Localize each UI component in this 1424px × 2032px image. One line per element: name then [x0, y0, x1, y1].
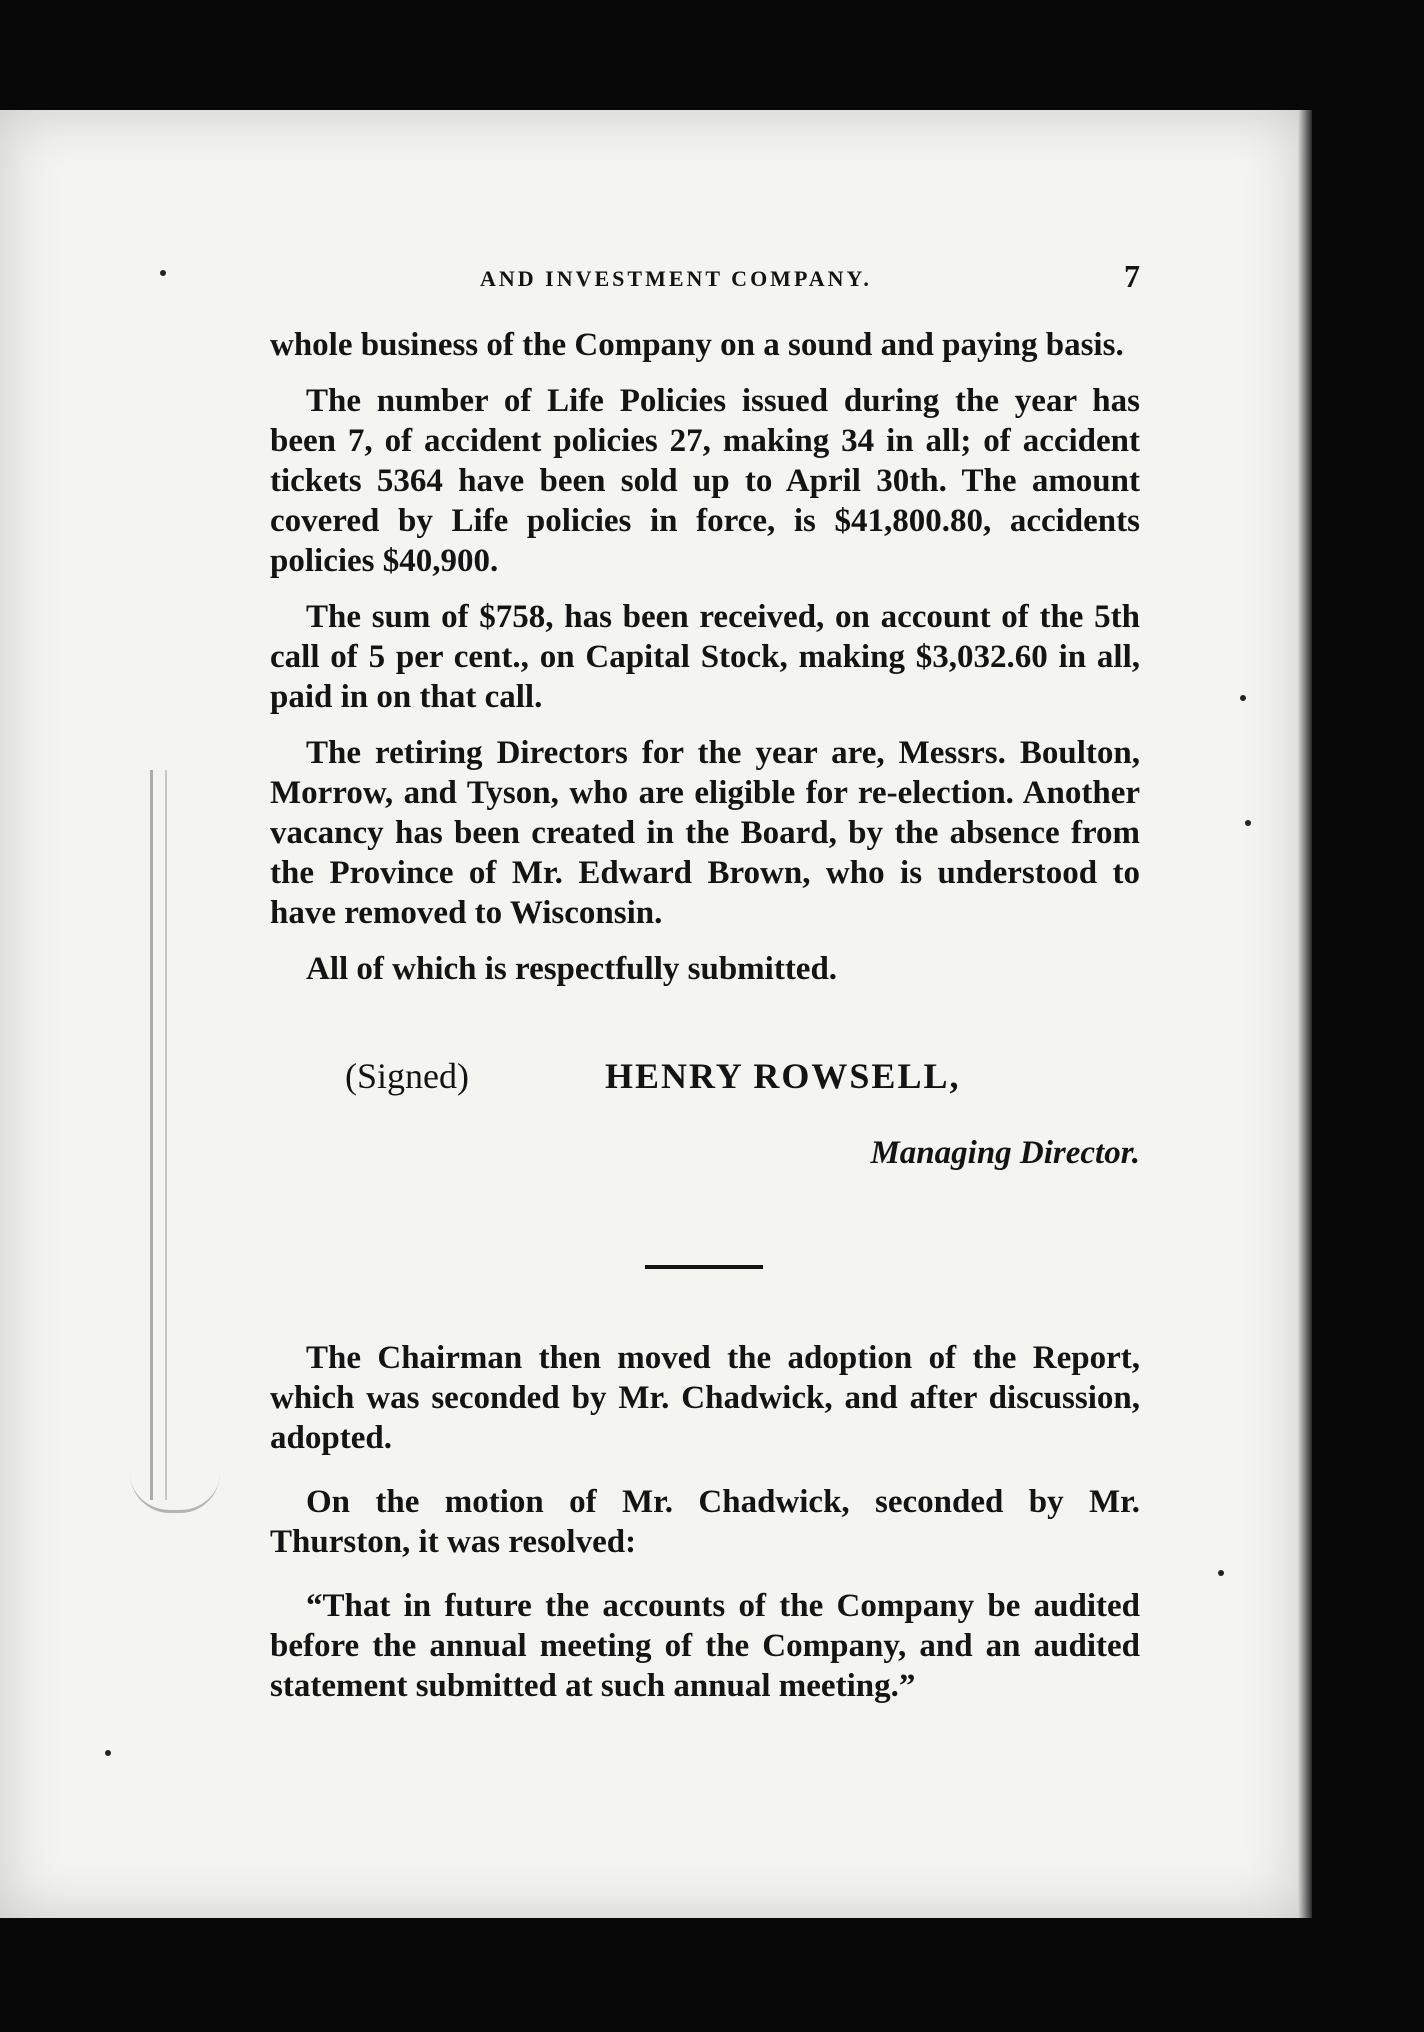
- binding-thread: [150, 770, 167, 1500]
- signature-label: (Signed): [345, 1056, 469, 1096]
- paragraph: whole business of the Company on a sound and paying basis.: [270, 327, 1124, 363]
- paragraph: The number of Life Policies issued during the year has been 7, of accident policies 27, making 34 in all; of accident tickets 5364 have been sold up to April 30th. The amount covered by Life policies in force, is $41,800.80, accidents policies $40,900.: [270, 383, 1140, 579]
- paragraph: All of which is respectfully submitted.: [306, 951, 838, 987]
- print-speck: [1245, 820, 1251, 826]
- report-body: [270, 325, 1140, 1005]
- minutes-body: [270, 1338, 1140, 1730]
- print-speck: [1218, 1570, 1224, 1576]
- signatory-title: Managing Director.: [870, 1135, 1140, 1171]
- print-speck: [160, 270, 166, 276]
- paragraph: The retiring Directors for the year are, Messrs. Boulton, Morrow, and Tyson, who are eligible for re-election. Another vacancy has been created in the Board, by the absence from the Province of Mr. Edward Brown, who is understood to have removed to Wisconsin.: [270, 735, 1140, 931]
- running-head: [270, 258, 1140, 298]
- running-head-title: AND INVESTMENT COMPANY.: [480, 266, 872, 291]
- page-edge: [1298, 110, 1312, 1918]
- binding-thread-loop: [130, 1450, 220, 1513]
- resolution-quote: “That in future the accounts of the Company be audited before the annual meeting of the Company, and an audited statement submitted at such annual meeting.”: [270, 1588, 1140, 1704]
- print-speck: [105, 1750, 111, 1756]
- print-speck: [1240, 695, 1246, 701]
- section-divider: [645, 1265, 763, 1269]
- signatory-name: HENRY ROWSELL,: [605, 1056, 961, 1096]
- paragraph: The Chairman then moved the adoption of the Report, which was seconded by Mr. Chadwick, and after discussion, adopted.: [270, 1340, 1140, 1456]
- document-page: [0, 110, 1302, 1918]
- paragraph: The sum of $758, has been received, on account of the 5th call of 5 per cent., on Capital Stock, making $3,032.60 in all, paid in on that call.: [270, 599, 1140, 715]
- page-number: 7: [1124, 258, 1140, 294]
- paragraph: On the motion of Mr. Chadwick, seconded by Mr. Thurston, it was resolved:: [270, 1484, 1140, 1560]
